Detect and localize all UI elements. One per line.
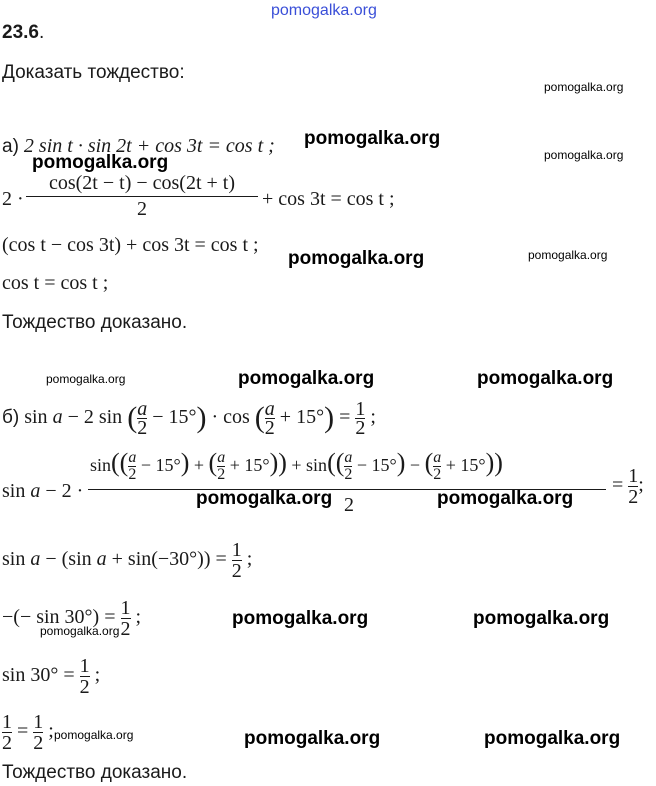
watermark-large: pomogalka.org [437,488,574,509]
watermark-small: pomogalka.org [528,248,608,262]
problem-number-value: 23.6 [2,22,39,43]
part-b-line-2-prefix: sin a − 2 · [2,480,84,502]
part-a-conclusion: Тождество доказано. [2,312,188,333]
fraction-numerator: cos(2t − t) − cos(2t + t) [48,172,236,194]
watermark-large: pomogalka.org [244,728,381,749]
part-b-line-4: −(− sin 30°) = 1 2 ; [2,597,142,640]
part-a-label: а) [2,136,19,157]
watermark-small: pomogalka.org [54,728,134,742]
watermark-large: pomogalka.org [288,248,425,269]
watermark-small: pomogalka.org [544,80,624,94]
watermark-large: pomogalka.org [484,728,621,749]
part-a-line-2-suffix: + cos 3t = cos t ; [262,188,395,210]
top-watermark: pomogalka.org [271,2,377,19]
problem-number [2,22,44,44]
part-b-line-3: sin a − (sin a + sin(−30°)) = 1 2 ; [2,539,253,582]
watermark-small: pomogalka.org [544,148,624,162]
watermark-large: pomogalka.org [196,488,333,509]
part-b-line-1: б) sin a − 2 $\sin (\frac{a}{2}$ − $15^\circ) \cdot \cos (\frac{a}{2}$ + 15°) = 1 2 ; [2,398,376,439]
fraction-denominator: 2 [137,198,147,220]
watermark-large: pomogalka.org [473,608,610,629]
watermark-small: pomogalka.org [46,372,126,386]
watermark-large: pomogalka.org [32,152,169,173]
part-a-line-2-fraction [26,172,258,221]
watermark-large: pomogalka.org [477,368,614,389]
part-a-line-3: (cos t − cos 3t) + cos 3t = cos t ; [2,234,259,256]
problem-number-dot: . [38,22,45,43]
watermark-large: pomogalka.org [238,368,375,389]
watermark-large: pomogalka.org [304,128,441,149]
part-b-line-2-denominator: 2 [344,494,354,516]
part-a-line-2-prefix: 2 · [2,188,24,210]
part-a-line-1: а) 2 sin t · sin 2t + cos 3t = cos t ; [2,135,275,157]
part-b-conclusion: Тождество доказано. [2,762,188,783]
part-b-line-5: sin 30° = 1 2 ; [2,655,101,698]
fraction-bar [26,196,258,197]
part-b-line-6: 1 2 = 1 2 ; [2,711,54,754]
watermark-large: pomogalka.org [232,608,369,629]
part-b-line-2-numerator: $\sin((\frac{a}{2}$ − $15^\circ) + (\frac{a}{2}$ + $15^\circ)) + \sin((\frac{a}{2}$ − $15^\circ) - (\frac{a}{2}$ + 15°)) [90,448,503,484]
task-title: Доказать тождество: [2,62,185,83]
part-a-line-4: cos t = cos t ; [2,272,109,294]
part-b-label: б) [2,407,20,429]
watermark-small: pomogalka.org [40,624,120,638]
part-b-line-2-rhs: = 1 2 ; [612,465,644,508]
